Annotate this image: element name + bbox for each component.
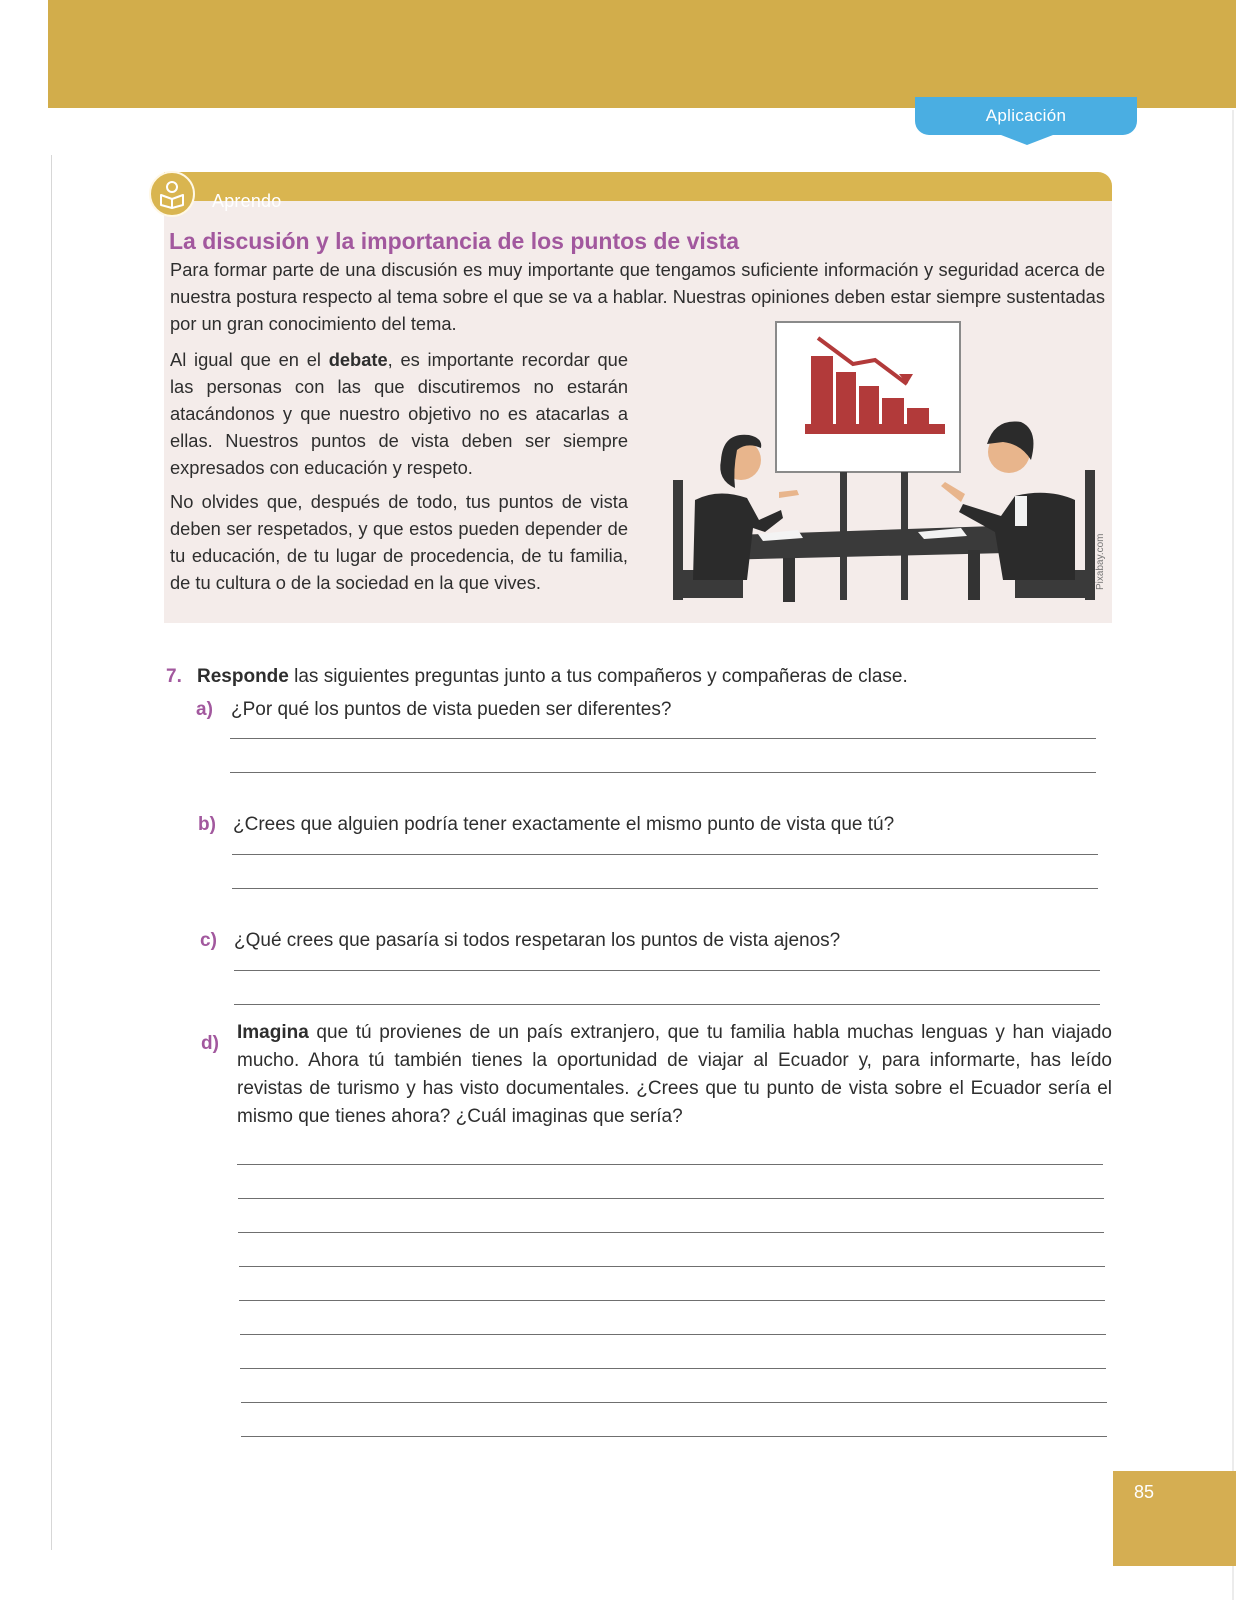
answer-line-a2[interactable] [230,772,1096,773]
question-d-text [237,1019,1112,1131]
activity-instruction [197,666,908,688]
answer-line-d3[interactable] [238,1232,1104,1233]
question-c-text: ¿Qué crees que pasaría si todos respetaran los puntos de vista ajenos? [234,930,841,951]
reader-icon [149,171,195,217]
activity-number: 7. [166,666,182,687]
aprendo-header-bar [164,172,1112,201]
paragraph-respect: No olvides que, después de todo, tus puntos de vista deben ser respetados, y que estos pueden depender de tu educación, de tu lugar de procedencia, de tu familia, de tu cultura o de la sociedad en la que vives. [170,491,628,593]
answer-line-d2[interactable] [238,1198,1104,1199]
answer-line-c1[interactable] [234,970,1100,971]
paragraph-debate-rest: , es importante recordar que las personas con las que discutiremos no estarán atacándonos y que nuestro objetivo no es atacarlas a ellas. Nuestros puntos de vista deben ser siempre expresados con educación y respeto. [170,349,629,478]
question-a-letter: a) [196,699,213,720]
keyword-debate: debate [328,349,388,370]
page-number-box [1113,1471,1236,1566]
paragraph-debate-start: Al igual que en el [170,349,329,370]
instruction-rest: las siguientes preguntas junto a tus compañeros y compañeras de clase. [288,666,908,687]
answer-line-d4[interactable] [239,1266,1105,1267]
paragraph-debate [170,346,628,481]
debate-illustration [663,320,1103,605]
answer-line-a1[interactable] [230,738,1096,739]
answer-line-d7[interactable] [240,1368,1106,1369]
answer-line-c2[interactable] [234,1004,1100,1005]
image-credit: Pixabay.com [1095,533,1106,590]
answer-line-d5[interactable] [239,1300,1105,1301]
page-left-edge [51,155,52,1550]
section-title: La discusión y la importancia de los puntos de vista [169,228,740,254]
answer-line-b1[interactable] [232,854,1098,855]
man-figure [941,421,1095,600]
question-c-letter: c) [200,930,217,951]
page-right-edge [1232,110,1234,1600]
question-b-text: ¿Crees que alguien podría tener exactamente el mismo punto de vista que tú? [233,814,895,835]
answer-line-d8[interactable] [241,1402,1107,1403]
answer-line-d1[interactable] [237,1164,1103,1165]
answer-line-b2[interactable] [232,888,1098,889]
question-d-letter: d) [201,1033,219,1054]
instruction-verb: Responde [197,666,289,687]
top-color-band [48,0,1236,108]
question-d-verb: Imagina [237,1022,309,1043]
page-number: 85 [1134,1482,1155,1502]
aprendo-label: Aprendo [212,191,282,211]
answer-line-d6[interactable] [240,1334,1106,1335]
answer-line-d9[interactable] [241,1436,1107,1437]
question-b-letter: b) [198,814,216,835]
question-a-text: ¿Por qué los puntos de vista pueden ser diferentes? [231,699,672,720]
question-d-rest: que tú provienes de un país extranjero, que tu familia habla muchas lenguas y han viajado mucho. Ahora tú también tienes la oportunidad de viajar al Ecuador y, para informarte, has leído revistas de turismo y has visto documentales. ¿Crees que tu punto de vista sobre el Ecuador sería el mismo que tienes ahora? ¿Cuál imaginas que sería? [237,1022,1112,1127]
section-tab-aplicacion: Aplicación [915,97,1137,135]
paragraph-intro: Para formar parte de una discusión es muy importante que tengamos suficiente información y seguridad acerca de nuestra postura respecto al tema sobre el que se va a hablar. Nuestras opiniones deben estar siempre sustentadas por un gran conocimiento del tema. [170,259,1105,334]
